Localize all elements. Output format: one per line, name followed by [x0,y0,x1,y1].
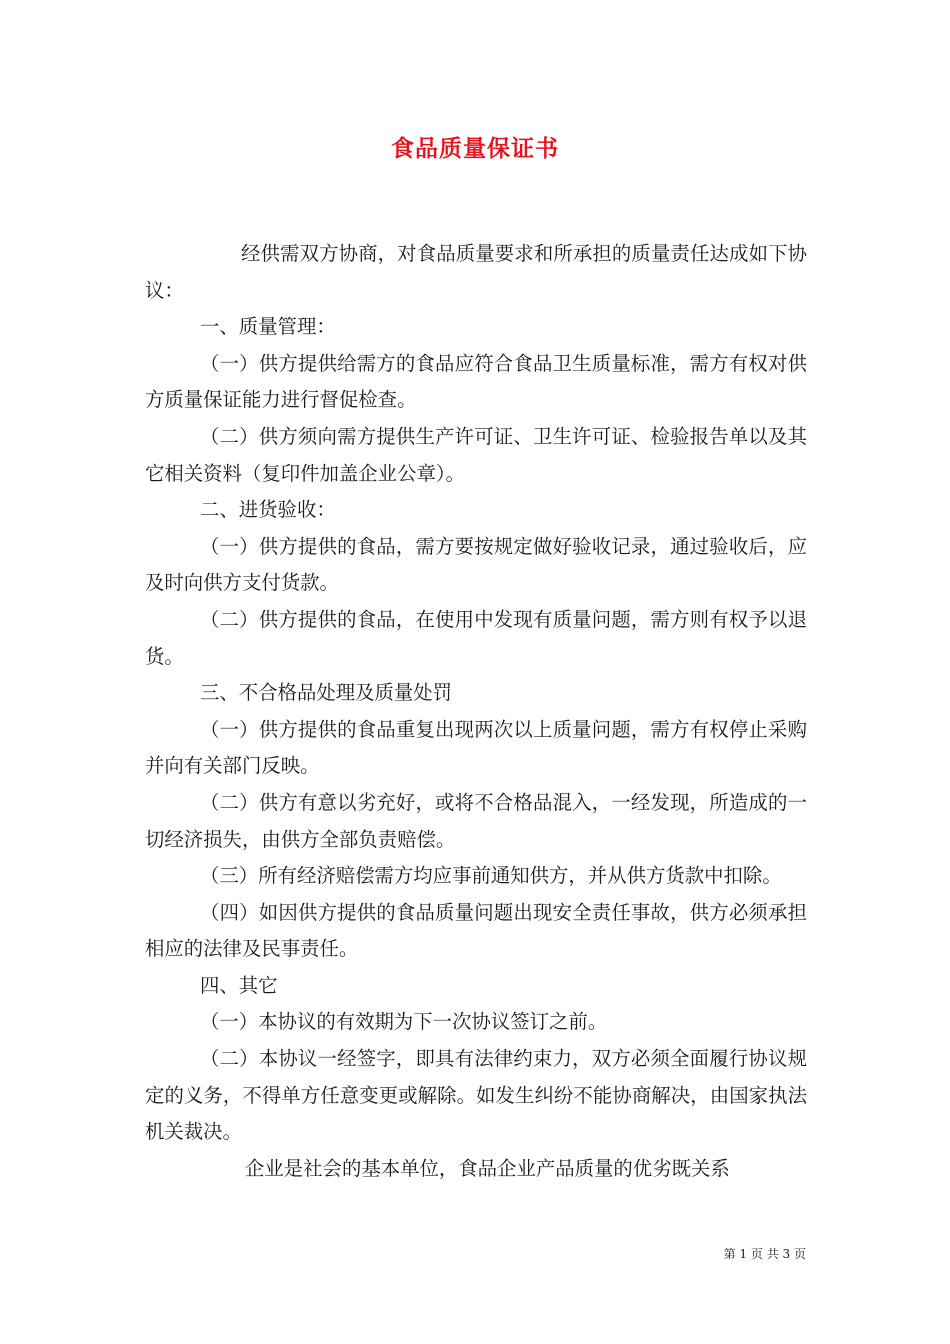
clause-paragraph: （四）如因供方提供的食品质量问题出现安全责任事故，供方必须承担相应的法律及民事责任。 [145,900,807,961]
clause-paragraph: （三）所有经济赔偿需方均应事前通知供方，并从供方货款中扣除。 [200,864,782,888]
closing-paragraph: 企业是社会的基本单位，食品企业产品质量的优劣既关系 [245,1156,730,1180]
section-heading-nonconforming: 三、不合格品处理及质量处罚 [200,681,453,705]
intro-paragraph: 经供需双方协商，对食品质量要求和所承担的质量责任达成如下协议： [145,242,807,302]
section-heading-quality-management: 一、质量管理： [200,315,336,339]
clause-paragraph: （二）供方提供的食品，在使用中发现有质量问题，需方则有权予以退货。 [145,607,807,668]
clause-paragraph: （二）本协议一经签字，即具有法律约束力，双方必须全面履行协议规定的义务，不得单方任意变更或解除。如发生纠纷不能协商解决，由国家执法机关裁决。 [145,1047,807,1144]
clause-paragraph: （一）本协议的有效期为下一次协议签订之前。 [200,1010,608,1034]
document-body [145,236,807,1187]
clause-paragraph: （二）供方须向需方提供生产许可证、卫生许可证、检验报告单以及其它相关资料（复印件加盖企业公章）。 [145,424,807,485]
clause-paragraph: （一）供方提供给需方的食品应符合食品卫生质量标准，需方有权对供方质量保证能力进行督促检查。 [145,351,807,412]
page-number: 第 1 页 共 3 页 [723,1247,806,1261]
document-title: 食品质量保证书 [391,135,559,162]
clause-paragraph: （一）供方提供的食品，需方要按规定做好验收记录，通过验收后，应及时向供方支付货款。 [145,534,807,595]
clause-paragraph: （二）供方有意以劣充好，或将不合格品混入，一经发现，所造成的一切经济损失，由供方全部负责赔偿。 [145,790,807,851]
section-heading-other: 四、其它 [200,973,278,997]
section-heading-acceptance: 二、进货验收： [200,498,336,522]
clause-paragraph: （一）供方提供的食品重复出现两次以上质量问题，需方有权停止采购并向有关部门反映。 [145,717,807,778]
